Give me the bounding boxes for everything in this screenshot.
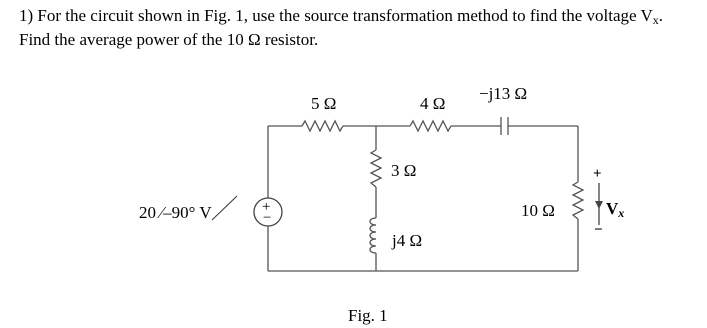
phasor-angle-stroke — [212, 196, 237, 220]
resistor-5-ohm — [302, 121, 343, 131]
capacitor-label: −j13 Ω — [479, 84, 528, 103]
problem-line-1-period: . — [658, 6, 664, 25]
vx-plus-sign: + — [593, 166, 602, 182]
source-minus-sign: − — [263, 210, 272, 226]
resistor-4-ohm — [410, 121, 451, 131]
resistor-3-ohm — [371, 150, 381, 187]
r10-label: 10 Ω — [521, 201, 555, 220]
vx-label — [606, 199, 624, 221]
vx-letter: V — [606, 199, 619, 218]
r5-label: 5 Ω — [311, 94, 337, 113]
inductor-label: j4 Ω — [392, 231, 423, 250]
vx-label-subscript: x — [618, 206, 625, 220]
vx-arrow-head — [595, 201, 603, 209]
source-label: 20 ⁄–90° V — [139, 203, 212, 222]
resistor-10-ohm — [573, 182, 583, 219]
inductor-j4-ohm — [370, 218, 376, 253]
source-plus-sign: + — [262, 199, 271, 215]
problem-line-2: Find the average power of the 10 Ω resistor. — [19, 30, 319, 49]
r4-label: 4 Ω — [420, 94, 446, 113]
vx-subscript-text: x — [652, 13, 659, 27]
vx-minus-sign: − — [594, 222, 603, 238]
figure-caption: Fig. 1 — [348, 306, 388, 325]
problem-line-1-text: 1) For the circuit shown in Fig. 1, use the source transformation method to find the voltage V — [19, 6, 653, 25]
r3-label: 3 Ω — [391, 161, 417, 180]
